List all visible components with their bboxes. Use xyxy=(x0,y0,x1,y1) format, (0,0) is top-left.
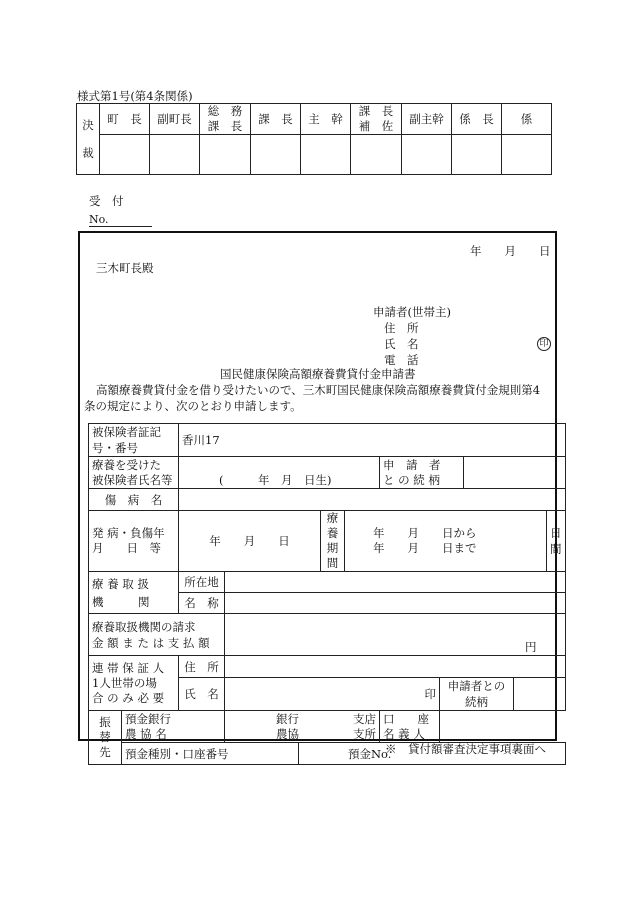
facility-label-1: 療 養 取 扱 xyxy=(92,576,149,591)
onset-label-1: 発 病・負傷年 xyxy=(92,526,165,540)
intro-line-2: 条の規定により、次のとおり申請します。 xyxy=(84,399,302,413)
guarantor-address-label: 住 所 xyxy=(179,656,225,678)
insured-number-label: 被保険者証記号・番号 xyxy=(89,424,179,457)
approval-col-deputy: 副町長 xyxy=(150,104,200,135)
period-from: 年 月 日から xyxy=(373,526,477,540)
patient-label-1: 療養を受けた xyxy=(92,457,161,472)
claim-amount-field[interactable] xyxy=(225,614,566,656)
claim-unit: 円 xyxy=(525,640,537,654)
claim-label-1: 療養取扱機関の請求 xyxy=(92,619,196,634)
bank-field[interactable] xyxy=(225,711,380,743)
relation-label xyxy=(380,457,464,489)
footnote: ※ 貸付額審査決定事項裏面へ xyxy=(385,742,546,756)
deposit-no-label: 預金No. xyxy=(348,746,392,761)
account-label-2: 名 義 人 xyxy=(383,726,425,741)
approval-label: 決 裁 xyxy=(77,104,100,175)
applicant-phone-label: 電 話 xyxy=(384,353,419,367)
guarantor-relation-field[interactable] xyxy=(514,678,566,711)
approval-col-vice-director: 副主幹 xyxy=(402,104,452,135)
approval-cell[interactable] xyxy=(100,135,150,175)
approval-col-section-chief: 課 長 xyxy=(251,104,301,135)
document-title: 国民健康保険高額療養費貸付金申請書 xyxy=(220,367,416,381)
guarantor-name-field[interactable] xyxy=(225,678,440,711)
account-type-label: 預金種別・口座番号 xyxy=(122,743,299,765)
facility-label-2: 機 関 xyxy=(92,594,150,609)
account-label-1: 口 座 xyxy=(383,711,429,726)
onset-label xyxy=(89,511,179,572)
guarantor-label-1: 連 帯 保 証 人 xyxy=(92,660,165,675)
approval-cell[interactable] xyxy=(502,135,552,175)
onset-date-field[interactable]: 年 月 日 xyxy=(179,511,321,572)
period-to: 年 月 日まで xyxy=(373,541,477,555)
bank-label xyxy=(122,711,225,743)
disease-field[interactable] xyxy=(179,489,566,511)
agri-text: 農協 xyxy=(276,726,299,741)
application-table xyxy=(88,423,566,765)
period-days[interactable]: 日間 xyxy=(547,511,566,572)
period-range-field[interactable] xyxy=(345,511,547,572)
bank-label-1: 預金銀行 xyxy=(125,711,171,726)
approval-col-director: 主 幹 xyxy=(301,104,351,135)
claim-label-2: 金 額 ま た は 支 払 額 xyxy=(92,635,210,650)
intro-line-1: 高額療養費貸付金を借り受けたいので、三木町国民健康保険高額療養費貸付金規則第4 xyxy=(96,383,541,397)
approval-cell[interactable] xyxy=(251,135,301,175)
approval-col-staff: 係 xyxy=(502,104,552,135)
birth-date-label: ( 年 月 日生) xyxy=(219,473,332,487)
claim-label xyxy=(89,614,225,656)
facility-label xyxy=(89,572,179,614)
insured-number-value: 香川17 xyxy=(182,433,220,447)
onset-label-2: 月 日 等 xyxy=(92,541,161,555)
approval-cell[interactable] xyxy=(150,135,200,175)
account-holder-label xyxy=(380,711,440,743)
bank-label-2: 農 協 名 xyxy=(125,726,167,741)
guarantor-name-label: 氏 名 xyxy=(179,678,225,711)
approval-cell[interactable] xyxy=(301,135,351,175)
approval-col-general-chief: 総 務 課 長 xyxy=(200,104,251,135)
approval-cell[interactable] xyxy=(452,135,502,175)
approval-table xyxy=(76,103,552,175)
patient-label xyxy=(89,457,179,489)
guarantor-label-3: 合 の み 必 要 xyxy=(92,690,165,705)
patient-name-field[interactable] xyxy=(179,457,380,489)
guarantor-relation-label: 申請者との続柄 xyxy=(440,678,514,711)
seal-icon xyxy=(537,335,551,351)
receipt-label: 受 付 xyxy=(89,194,124,208)
facility-address-field[interactable] xyxy=(225,572,566,593)
relation-label-2: と の 続 柄 xyxy=(383,472,440,487)
applicant-address-label: 住 所 xyxy=(384,321,419,335)
form-number: 様式第1号(第4条関係) xyxy=(77,89,193,103)
period-label-2: 期間 xyxy=(326,541,339,570)
bank-bank-row xyxy=(228,712,376,727)
facility-address-label: 所在地 xyxy=(179,572,225,593)
branch-text: 支店 xyxy=(353,711,376,726)
relation-field[interactable] xyxy=(464,457,566,489)
approval-cell[interactable] xyxy=(351,135,402,175)
approval-cell[interactable] xyxy=(200,135,251,175)
applicant-seal: 印 xyxy=(537,337,551,351)
guarantor-seal: 印 xyxy=(424,687,436,701)
receipt-number: No. xyxy=(89,213,152,227)
period-label xyxy=(321,511,345,572)
transfer-label-text: 振替先 xyxy=(99,715,111,759)
approval-col-assistant-chief: 課 長 補 佐 xyxy=(351,104,402,135)
addressee: 三木町長殿 xyxy=(96,261,154,275)
relation-label-1: 申 請 者 xyxy=(383,457,441,472)
bank-text: 銀行 xyxy=(276,711,299,726)
office-text: 支所 xyxy=(353,726,376,741)
period-label-1: 療養 xyxy=(326,511,339,540)
applicant-name-label: 氏 名 xyxy=(384,337,419,351)
patient-label-2: 被保険者氏名等 xyxy=(92,472,173,487)
disease-label: 傷 病 名 xyxy=(89,489,179,511)
approval-col-unit-chief: 係 長 xyxy=(452,104,502,135)
applicant-title: 申請者(世帯主) xyxy=(373,305,451,319)
facility-name-field[interactable] xyxy=(225,593,566,614)
bank-agri-row xyxy=(228,727,376,742)
guarantor-label xyxy=(89,656,179,711)
guarantor-label-2: 1人世帯の場 xyxy=(92,675,157,690)
approval-cell[interactable] xyxy=(402,135,452,175)
transfer-label xyxy=(89,711,122,765)
insured-number-field[interactable] xyxy=(179,424,566,457)
account-holder-field[interactable] xyxy=(440,711,566,743)
guarantor-address-field[interactable] xyxy=(225,656,566,678)
approval-col-mayor: 町 長 xyxy=(100,104,150,135)
facility-name-label: 名 称 xyxy=(179,593,225,614)
date-field[interactable]: 年 月 日 xyxy=(470,244,551,258)
